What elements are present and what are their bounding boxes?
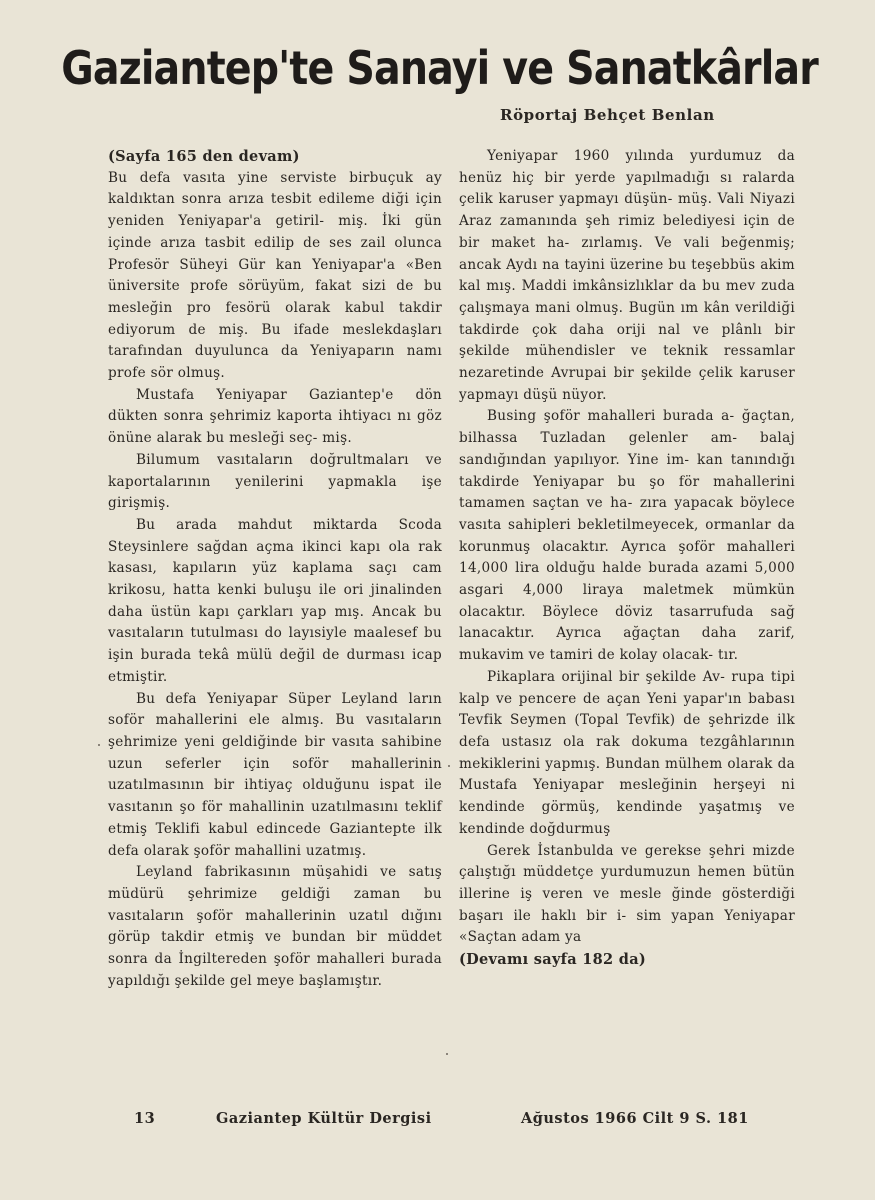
paper-speck	[446, 1053, 448, 1055]
page-number: 13	[134, 1110, 156, 1127]
left-column	[108, 146, 442, 992]
issue-info: Ağustos 1966 Cilt 9 S. 181	[521, 1110, 749, 1127]
paragraph: Mustafa Yeniyapar Gaziantep'e dön dükten sonra şehrimiz kaporta ihtiyacı nı göz önüne alarak bu mesleği seç- miş.	[108, 386, 442, 447]
paragraph: Bu defa Yeniyapar Süper Leyland ların soför mahallerini ele almış. Bu vasıtaların şehrimize yeni geldiğinde bir vasıta sahibine uzun seferler için soför mahallerinin uzatılmasının bir ihtiyaç olduğunu ispat ile vasıtanın şo för mahallinin uzatılmasını teklif etmiş Teklifi kabul edincede Gaziantepte ilk defa olarak şoför mahallini uzatmış.	[108, 690, 442, 859]
article-byline: Röportaj Behçet Benlan	[500, 106, 715, 124]
right-column	[459, 146, 795, 971]
article-title: Gaziantep'te Sanayi ve Sanatkârlar	[61, 41, 818, 95]
continued-from-note: (Sayfa 165 den devam)	[108, 148, 300, 165]
page-footer	[0, 1110, 875, 1134]
paper-speck	[98, 744, 100, 746]
paragraph: Leyland fabrikasının müşahidi ve satış müdürü şehrimize geldiği zaman bu vasıtaların şoför mahallerinin uzatıl dığını görüp takdir etmiş ve bundan bir müddet sonra da İngiltereden şoför mahalleri burada yapıldığı şekilde gel meye başlamıştır.	[108, 864, 442, 989]
paragraph: Bilumum vasıtaların doğrultmaları ve kaportalarının yenilerini yapmakla işe girişmiş.	[108, 451, 442, 512]
paragraph: Busing şoför mahalleri burada a- ğaçtan, bilhassa Tuzladan gelenler am- balaj sandığından yapılıyor. Yine im- kan tanındığı takdirde Yeniyapar bu şo för mahallerini tamamen saçtan ve ha- zıra yapacak böylece vasıta sahipleri bekletilmeyecek, ormanlar da korunmuş olacaktır. Ayrıca şoför mahalleri 14,000 lira olduğu halde burada azami 5,000 asgari 4,000 liraya maletmek mümkün olacaktır. Böylece döviz tasarrufuda sağ lanacaktır. Ayrıca ağaçtan daha zarif, mukavim ve tamiri de kolay olacak- tır.	[459, 408, 795, 664]
paragraph: Bu defa vasıta yine serviste birbuçuk ay kaldıktan sonra arıza tesbit edileme diği için yeniden Yeniyapar'a getiril- miş. İki gün içinde arıza tasbit edilip de ses zail olunca Profesör Süheyi Gür kan Yeniyapar'a «Ben üniversite profe sörüyüm, fakat sizi de bu mesleğin pro fesörü olarak kabul takdir ediyorum de miş. Bu ifade meslekdaşları tarafından duyulunca da Yeniyaparın namı profe sör olmuş.	[108, 169, 442, 382]
paragraph: Pikaplara orijinal bir şekilde Av- rupa tipi kalp ve pencere de açan Yeni yapar'ın babası Tevfik Seymen (Topal Tevfik) de şehrizde ilk defa ustasız ola rak dokuma tezgâhlarının mekiklerini yapmış. Bundan mülhem olarak da Mustafa Yeniyapar mesleğinin herşeyi ni kendinde görmüş, kendinde yaşatmış ve kendinde doğdurmuş	[459, 668, 795, 837]
paragraph: Gerek İstanbulda ve gerekse şehri mizde çalıştığı müddetçe yurdumuzun hemen bütün illerine iş veren ve mesle ğinde gösterdiği başarı ile haklı bir i- sim yapan Yeniyapar «Saçtan adam ya	[459, 842, 795, 946]
continued-to-note: (Devamı sayfa 182 da)	[459, 951, 647, 969]
paragraph: Bu arada mahdut miktarda Scoda Steysinlere sağdan açma ikinci kapı ola rak kasası, kapıların yüz kaplama saçı cam krikosu, hatta kenki buluşu ile ori jinalinden daha üstün kapı çarkları yap mış. Ancak bu vasıtaların tutulması do layısiyle maalesef bu işin burada tekâ mülü değil de durması icap etmiştir.	[108, 516, 442, 685]
paper-speck	[448, 765, 450, 767]
magazine-name: Gaziantep Kültür Dergisi	[216, 1110, 432, 1127]
paragraph: Yeniyapar 1960 yılında yurdumuz da henüz hiç bir yerde yapılmadığı sı ralarda çelik karuser yapmayı düşün- müş. Vali Niyazi Araz zamanında şeh rimiz belediyesi için de bir maket ha- zırlamış. Ve vali beğenmiş; ancak Aydı na tayini üzerine bu teşebbüs akim kal mış. Maddi imkânsizlıklar da bu mev zuda çalışmaya mani olmuş. Bugün ım kân verildiği takdirde çok daha oriji nal ve plânlı bir şekilde mühendisler ve teknik ressamlar nezaretinde Avrupai bir şekilde çelik karuser yapmayı düşü nüyor.	[459, 148, 795, 403]
